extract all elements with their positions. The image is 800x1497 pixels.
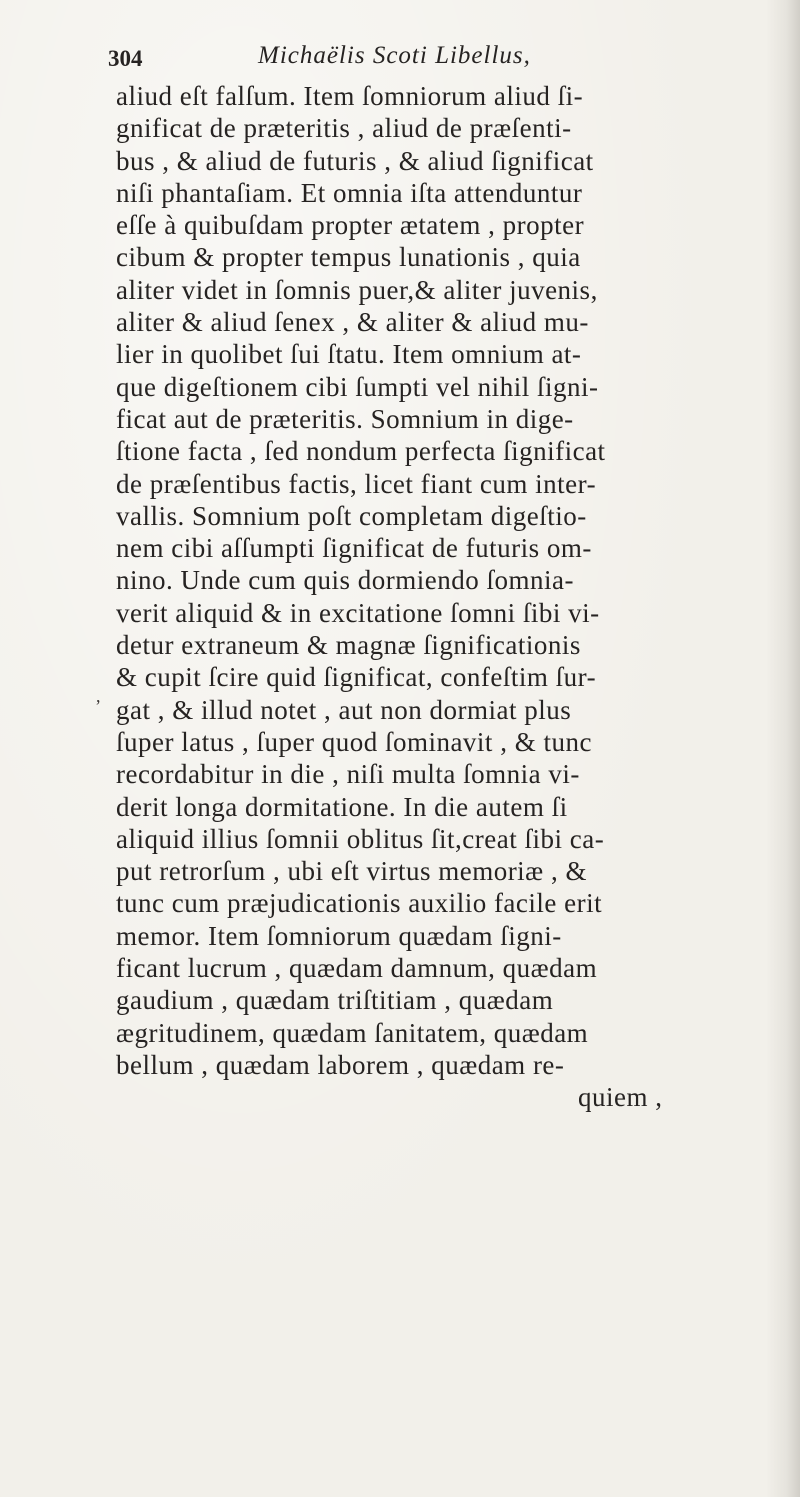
text-line: derit longa dormitatione. In die autem ſi bbox=[116, 791, 568, 822]
text-line: aliter videt in ſomnis puer,& aliter juvenis, bbox=[116, 274, 598, 305]
body-text bbox=[116, 80, 776, 1114]
page-number: 304 bbox=[108, 46, 143, 71]
text-line: que digeſtionem cibi ſumpti vel nihil ſigni- bbox=[116, 371, 599, 402]
text-line: nem cibi aſſumpti ſignificat de futuris om- bbox=[116, 533, 592, 564]
text-line: lier in quolibet ſui ſtatu. Item omnium at- bbox=[116, 339, 582, 370]
margin-mark: , bbox=[96, 686, 101, 706]
text-line: memor. Item ſomniorum quædam ſigni- bbox=[116, 920, 562, 951]
text-line: ſtione facta , ſed nondum perfecta ſignificat bbox=[116, 436, 606, 467]
text-line: gnificat de præteritis , aliud de præſenti- bbox=[116, 113, 572, 144]
text-line: ſuper latus , ſuper quod ſominavit , & tunc bbox=[116, 726, 592, 757]
text-line: ficat aut de præteritis. Somnium in dige- bbox=[116, 403, 574, 434]
text-line: gaudium , quædam triſtitiam , quædam bbox=[116, 985, 554, 1016]
text-line: put retrorſum , ubi eſt virtus memoriæ , & bbox=[116, 856, 587, 887]
text-line: & cupit ſcire quid ſignificat, confeſtim ſur- bbox=[116, 662, 597, 693]
text-line: bus , & aliud de futuris , & aliud ſignificat bbox=[116, 145, 594, 176]
text-line: aliter & aliud ſenex , & aliter & aliud mu- bbox=[116, 307, 589, 338]
text-line: detur extraneum & magnæ ſignificationis bbox=[116, 630, 581, 661]
text-line: ficant lucrum , quædam damnum, quædam bbox=[116, 953, 598, 984]
text-line: cibum & propter tempus lunationis , quia bbox=[116, 242, 581, 273]
running-head: Michaëlis Scoti Libellus, bbox=[258, 42, 531, 69]
text-line: eſſe à quibuſdam propter ætatem , propter bbox=[116, 210, 585, 241]
text-line: tunc cum præjudicationis auxilio facile erit bbox=[116, 888, 603, 919]
text-line: niſi phantaſiam. Et omnia iſta attenduntur bbox=[116, 177, 583, 208]
page-header bbox=[108, 42, 678, 82]
text-line: recordabitur in die , niſi multa ſomnia vi- bbox=[116, 759, 580, 790]
text-line: vallis. Somnium poſt completam digeſtio- bbox=[116, 500, 587, 531]
text-line: de præſentibus factis, licet fiant cum inter- bbox=[116, 468, 597, 499]
text-line: aliud eſt falſum. Item ſomniorum aliud ſi- bbox=[116, 81, 584, 111]
text-line-catchword: quiem , bbox=[578, 1082, 663, 1113]
text-line: bellum , quædam laborem , quædam re- bbox=[116, 1049, 565, 1080]
text-line: nino. Unde cum quis dormiendo ſomnia- bbox=[116, 565, 574, 596]
text-line: ægritudinem, quædam ſanitatem, quædam bbox=[116, 1017, 589, 1048]
text-line: gat , & illud notet , aut non dormiat plus bbox=[116, 694, 572, 725]
text-line: aliquid illius ſomnii oblitus ſit,creat ſibi ca- bbox=[116, 823, 605, 854]
text-line: verit aliquid & in excitatione ſomni ſibi vi- bbox=[116, 597, 600, 628]
